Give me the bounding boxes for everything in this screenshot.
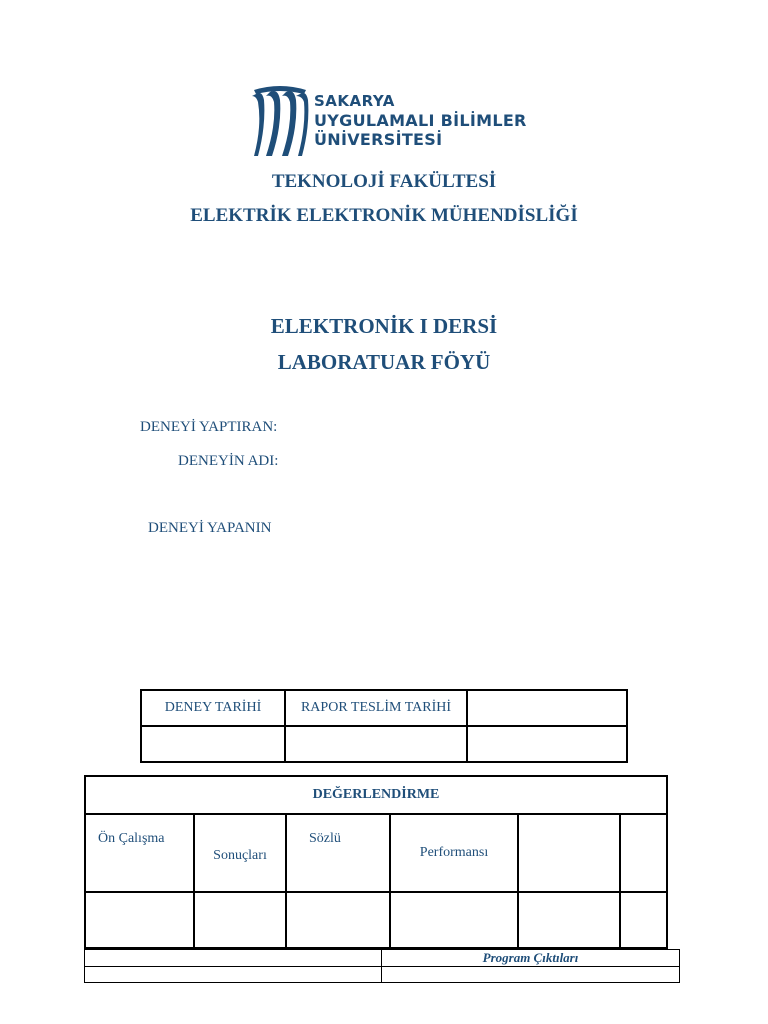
experiment-date-cell[interactable]	[141, 726, 285, 762]
evaluation-table	[84, 775, 668, 949]
empty-header-cell	[518, 814, 620, 892]
empty-cell	[85, 967, 382, 983]
performer-label: DENEYİ YAPANIN	[148, 520, 272, 536]
table-row	[85, 814, 667, 892]
performance-header: Performansı	[390, 814, 518, 892]
instructor-label: DENEYİ YAPTIRAN:	[140, 419, 278, 435]
report-date-header: RAPOR TESLİM TARİHİ	[285, 690, 467, 726]
university-line1: SAKARYA	[314, 92, 395, 110]
faculty-title: TEKNOLOJİ FAKÜLTESİ	[271, 171, 497, 192]
table-row	[85, 892, 667, 948]
course-title: ELEKTRONİK I DERSİ	[270, 314, 498, 338]
table-row	[141, 726, 627, 762]
extra-date-cell[interactable]	[467, 726, 627, 762]
university-line3: ÜNİVERSİTESİ	[314, 130, 443, 149]
university-line2: UYGULAMALI BİLİMLER	[314, 111, 527, 130]
oral-score[interactable]	[286, 892, 390, 948]
results-score[interactable]	[194, 892, 286, 948]
department-title: ELEKTRİK ELEKTRONİK MÜHENDİSLİĞİ	[190, 205, 578, 226]
table-row	[85, 967, 680, 983]
table-row	[141, 690, 627, 726]
experiment-date-header: DENEY TARİHİ	[141, 690, 285, 726]
report-date-cell[interactable]	[285, 726, 467, 762]
empty-cell	[382, 967, 680, 983]
preliminary-work-header: Ön Çalışma	[85, 814, 194, 892]
results-header: Sonuçları	[194, 814, 286, 892]
empty-cell	[85, 950, 382, 967]
program-outcomes-header: Program Çıktıları	[382, 950, 680, 967]
empty-header-cell	[467, 690, 627, 726]
empty-header-cell	[620, 814, 667, 892]
oral-header: Sözlü	[286, 814, 390, 892]
dates-table	[140, 689, 628, 763]
preliminary-work-score[interactable]	[85, 892, 194, 948]
table-row	[85, 776, 667, 814]
experiment-name-label: DENEYİN ADI:	[178, 453, 279, 469]
university-name	[314, 92, 527, 149]
extra-score[interactable]	[518, 892, 620, 948]
evaluation-title: DEĞERLENDİRME	[85, 776, 667, 814]
table-row	[85, 950, 680, 967]
document-title: LABORATUAR FÖYÜ	[277, 350, 491, 374]
program-outcomes-table	[84, 949, 680, 983]
performance-score[interactable]	[390, 892, 518, 948]
extra-score[interactable]	[620, 892, 667, 948]
